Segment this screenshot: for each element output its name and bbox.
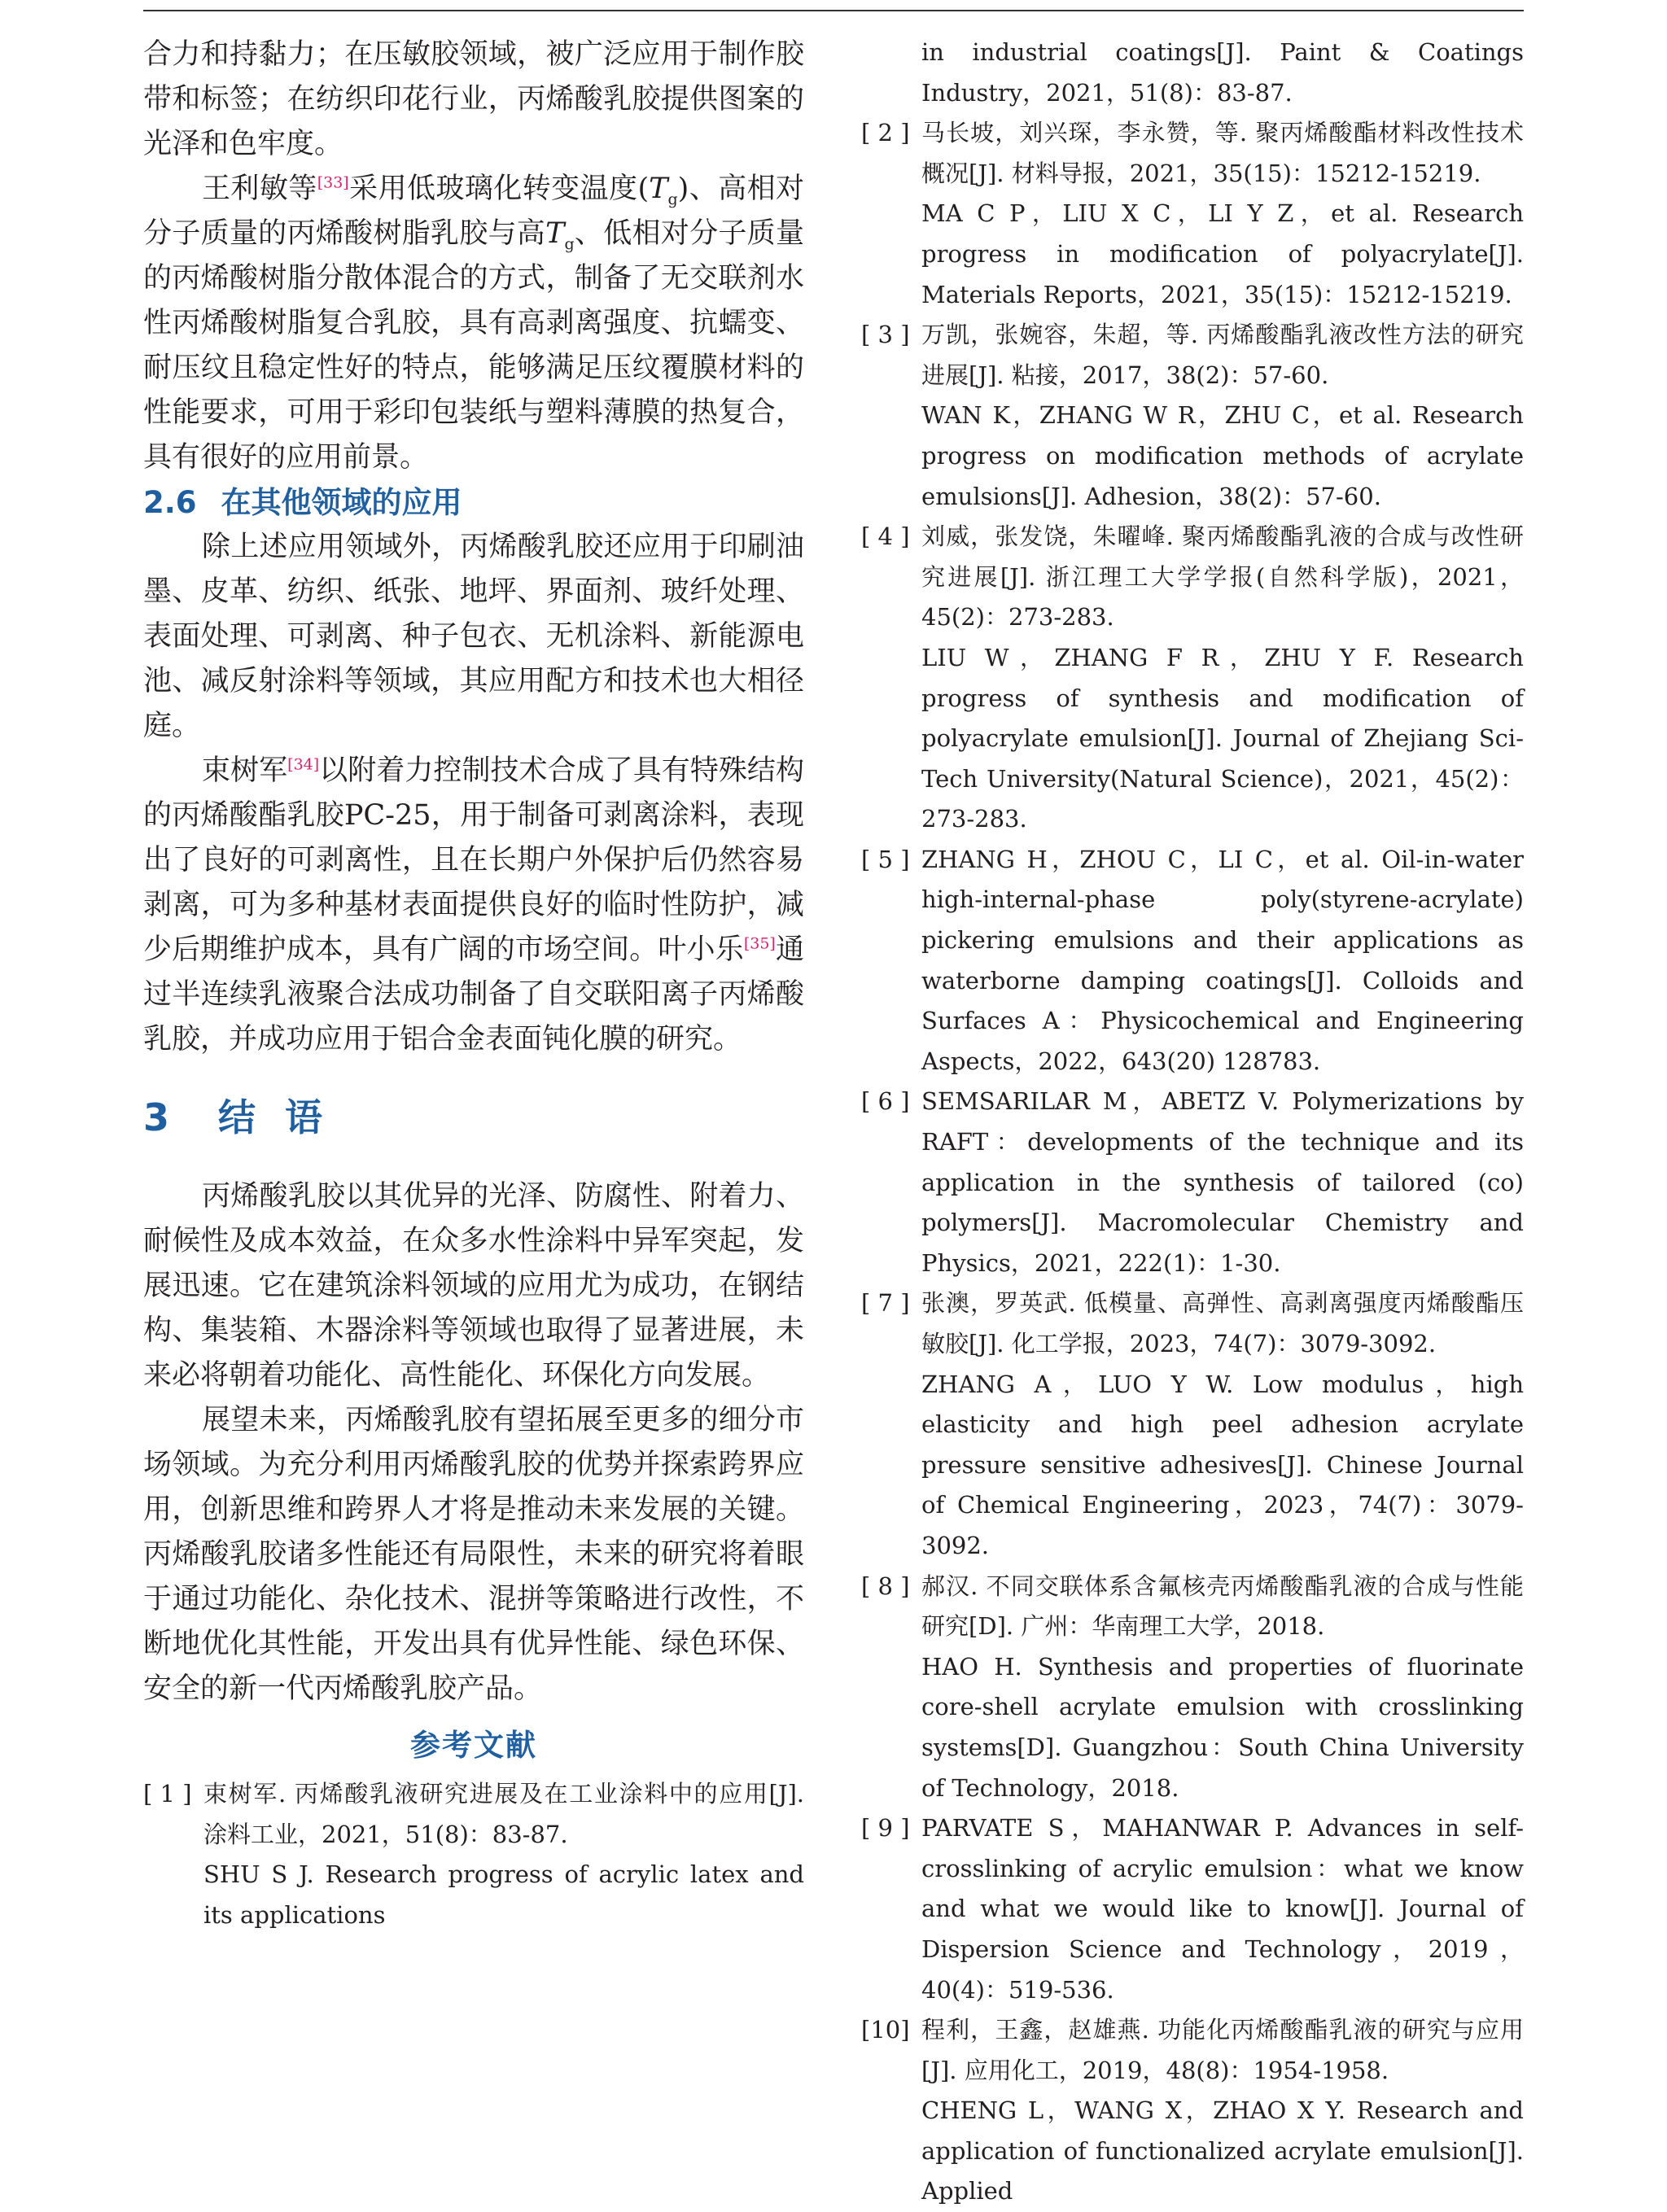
reference-number: [ 7 ]: [861, 1289, 910, 1318]
reference-body: [921, 840, 1524, 1082]
reference-en: MA C P，LIU X C，LI Y Z，et al. Research progress in modification of polyacrylate[J]. Materials Reports，2021，35(15)：15212-15219.: [921, 199, 1524, 308]
tg-subscript: g: [564, 235, 575, 253]
reference-body: [921, 315, 1524, 517]
tg-symbol: T: [545, 217, 565, 250]
reference-zh: 束树军. 丙烯酸乳液研究进展及在工业涂料中的应用[J]. 涂料工业，2021，51(8)：83-87.: [203, 1780, 804, 1848]
reference-body: [921, 1283, 1524, 1566]
section-title: 结 语: [218, 1095, 331, 1139]
reference-number: [ 9 ]: [861, 1814, 910, 1843]
reference-body: [921, 517, 1524, 840]
paragraph-continued: 合力和持黏力；在压敏胶领域，被广泛应用于制作胶带和标签；在纺织印花行业，丙烯酸乳胶提供图案的光泽和色牢度。: [143, 38, 804, 160]
references-heading: 参考文献: [410, 1728, 537, 1763]
reference-en: WAN K，ZHANG W R，ZHU C，et al. Research progress on modification methods of acrylate emulsions[J]. Adhesion，38(2)：57-60.: [921, 401, 1524, 510]
text: 通过半连续乳液聚合法成功制备了自交联阳离子丙烯酸乳胶，并成功应用于铝合金表面钝化膜的研究。: [143, 933, 804, 1056]
reference-number: [ 6 ]: [861, 1087, 910, 1116]
reference-item: [861, 1082, 1524, 1283]
reference-en: HAO H. Synthesis and properties of fluorinate core-shell acrylate emulsion with crosslinking systems[D]. Guangzhou：South China University of Technology，2018.: [921, 1652, 1524, 1802]
tg-symbol: T: [649, 173, 668, 205]
text: 采用低玻璃化转变温度(: [348, 173, 650, 205]
paragraph-conclusion-2: 展望未来，丙烯酸乳胶有望拓展至更多的细分市场领域。为充分利用丙烯酸乳胶的优势并探索跨界应用，创新思维和跨界人才将是推动未来发展的关键。丙烯酸乳胶诸多性能还有局限性，未来的研究将着眼于通过功能化、杂化技术、混拼等策略进行改性，不断地优化其性能，开发出具有优异性能、绿色环保、安全的新一代丙烯酸乳胶产品。: [143, 1404, 804, 1705]
reference-body: [921, 113, 1524, 315]
reference-body: [921, 1082, 1524, 1283]
reference-item: [861, 315, 1524, 517]
reference-number: [ 4 ]: [861, 522, 910, 551]
text: 束树军: [202, 754, 288, 787]
reference-number: [ 2 ]: [861, 119, 910, 147]
reference-item: [861, 2010, 1524, 2212]
reference-en: SHU S J. Research progress of acrylic latex and its applications: [203, 1860, 804, 1929]
reference-number: [ 3 ]: [861, 321, 910, 349]
section-heading-3: [143, 1093, 804, 1142]
reference-item: [861, 1808, 1524, 2010]
text: 以附着力控制技术合成了具有特殊结构的丙烯酸酯乳胶PC-25，用于制备可剥离涂料，表现出了良好的可剥离性，且在长期户外保护后仍然容易剥离，可为多种基材表面提供良好的临时性防护，减少后期维护成本，具有广阔的市场空间。叶小乐: [143, 754, 804, 966]
reference-en: ZHANG A，LUO Y W. Low modulus，high elasticity and high peel adhesion acrylate pressure sensitive adhesives[J]. Chinese Journal of Chemical Engineering，2023，74(7)：3079-3092.: [921, 1370, 1524, 1559]
citation-34[interactable]: [34]: [287, 755, 320, 774]
text: )、高相对分子质量的丙烯酸树脂乳胶与高: [143, 173, 805, 250]
reference-body: [921, 33, 1524, 113]
reference-item-1: [143, 1774, 804, 1935]
reference-body: [921, 2010, 1524, 2212]
right-column: [861, 33, 1524, 2212]
reference-item: [861, 517, 1524, 840]
paragraph-wang-limin: 王利敏等[33]采用低玻璃化转变温度$(T_g)$、高相对分子质量的丙烯酸树脂乳胶与高$T_g$、低相对分子质量的丙烯酸树脂分散体混合的方式，制备了无交联剂水性丙烯酸树脂复合乳胶，具有高剥离强度、抗蠕变、耐压纹且稳定性好的特点，能够满足压纹覆膜材料的性能要求，可用于彩印包装纸与塑料薄膜的热复合，具有很好的应用前景。: [143, 173, 805, 474]
reference-en: CHENG L，WANG X，ZHAO X Y. Research and application of functionalized acrylate emulsion[J]. Applied: [921, 2096, 1524, 2205]
reference-body: [921, 1808, 1524, 2010]
section-number: 3: [143, 1095, 178, 1139]
reference-item: [861, 113, 1524, 315]
reference-body: [203, 1774, 804, 1935]
left-column: [143, 33, 804, 1935]
reference-zh: 万凯，张婉容，朱超，等. 丙烯酸酯乳液改性方法的研究进展[J]. 粘接，2017，38(2)：57-60.: [921, 321, 1524, 389]
section-number: 2.6: [143, 485, 197, 520]
reference-en: LIU W，ZHANG F R，ZHU Y F. Research progress of synthesis and modification of polyacrylate emulsion[J]. Journal of Zhejiang Sci-Tech University(Natural Science)，2021，45(2)：273-283.: [921, 643, 1524, 833]
top-rule: [143, 10, 1524, 11]
reference-zh: 郝汉. 不同交联体系含氟核壳丙烯酸酯乳液的合成与性能研究[D]. 广州：华南理工大学，2018.: [921, 1572, 1524, 1641]
reference-zh: 马长坡，刘兴琛，李永赞，等. 聚丙烯酸酯材料改性技术概况[J]. 材料导报，2021，35(15)：15212-15219.: [921, 119, 1524, 187]
citation-33[interactable]: [33]: [317, 173, 349, 192]
reference-item-1-continued: [861, 33, 1524, 113]
reference-number: [ 1 ]: [143, 1780, 192, 1808]
reference-list: [861, 113, 1524, 2212]
text: 王利敏等: [202, 173, 317, 205]
reference-item: [861, 1283, 1524, 1566]
paragraph-other-fields: 除上述应用领域外，丙烯酸乳胶还应用于印刷油墨、皮革、纺织、纸张、地坪、界面剂、玻纤处理、表面处理、可剥离、种子包衣、无机涂料、新能源电池、减反射涂料等领域，其应用配方和技术也大相径庭。: [143, 531, 804, 742]
reference-en: PARVATE S，MAHANWAR P. Advances in self-crosslinking of acrylic emulsion：what we know and what we would like to know[J]. Journal of Dispersion Science and Technology，2019，40(4)：519-536.: [921, 1814, 1524, 2004]
text: 低相对分子质量的丙烯酸树脂分散体混合的方式，制备了无交联剂水性丙烯酸树脂复合乳胶，具有高剥离强度、抗蠕变、耐压纹且稳定性好的特点，能够满足压纹覆膜材料的性能要求，可用于彩印包装纸与塑料薄膜的热复合，具有很好的应用前景。: [143, 217, 804, 474]
reference-zh: 刘威，张发饶，朱曜峰. 聚丙烯酸酯乳液的合成与改性研究进展[J]. 浙江理工大学学报(自然科学版)，2021，45(2)：273-283.: [921, 522, 1524, 632]
paragraph-conclusion-1: 丙烯酸乳胶以其优异的光泽、防腐性、附着力、耐候性及成本效益，在众多水性涂料中异军突起，发展迅速。它在建筑涂料领域的应用尤为成功，在钢结构、集装箱、木器涂料等领域也取得了显著进展，未来必将朝着功能化、高性能化、环保化方向发展。: [143, 1180, 804, 1392]
section-title: 在其他领域的应用: [221, 485, 462, 520]
reference-number: [10]: [861, 2016, 910, 2044]
reference-en: SEMSARILAR M，ABETZ V. Polymerizations by RAFT：developments of the technique and its application in the synthesis of tailored (co) polymers[J]. Macromolecular Chemistry and Physics，2021，222(1)：1-30.: [921, 1087, 1524, 1277]
reference-zh: 程利，王鑫，赵雄燕. 功能化丙烯酸酯乳液的研究与应用[J]. 应用化工，2019，48(8)：1954-1958.: [921, 2016, 1524, 2084]
tg-subscript: g: [667, 190, 678, 208]
reference-number: [ 5 ]: [861, 845, 910, 873]
reference-en: in industrial coatings[J]. Paint & Coatings Industry，2021，51(8)：83-87.: [921, 38, 1524, 107]
reference-body: [921, 1567, 1524, 1809]
section-heading-2-6: [143, 480, 804, 525]
reference-number: [ 8 ]: [861, 1572, 910, 1600]
reference-item: [861, 1567, 1524, 1809]
reference-en: ZHANG H，ZHOU C，LI C，et al. Oil-in-water high-internal-phase poly(styrene-acrylate) pickering emulsions and their applications as waterborne damping coatings[J]. Colloids and Surfaces A：Physicochemical and Engineering Aspects，2022，643(20) 128783.: [921, 845, 1524, 1075]
reference-item: [861, 840, 1524, 1082]
paragraph-shu-shujun: [143, 749, 804, 1062]
reference-zh: 张澳，罗英武. 低模量、高弹性、高剥离强度丙烯酸酯压敏胶[J]. 化工学报，2023，74(7)：3079-3092.: [921, 1289, 1524, 1357]
citation-35[interactable]: [35]: [743, 934, 776, 953]
